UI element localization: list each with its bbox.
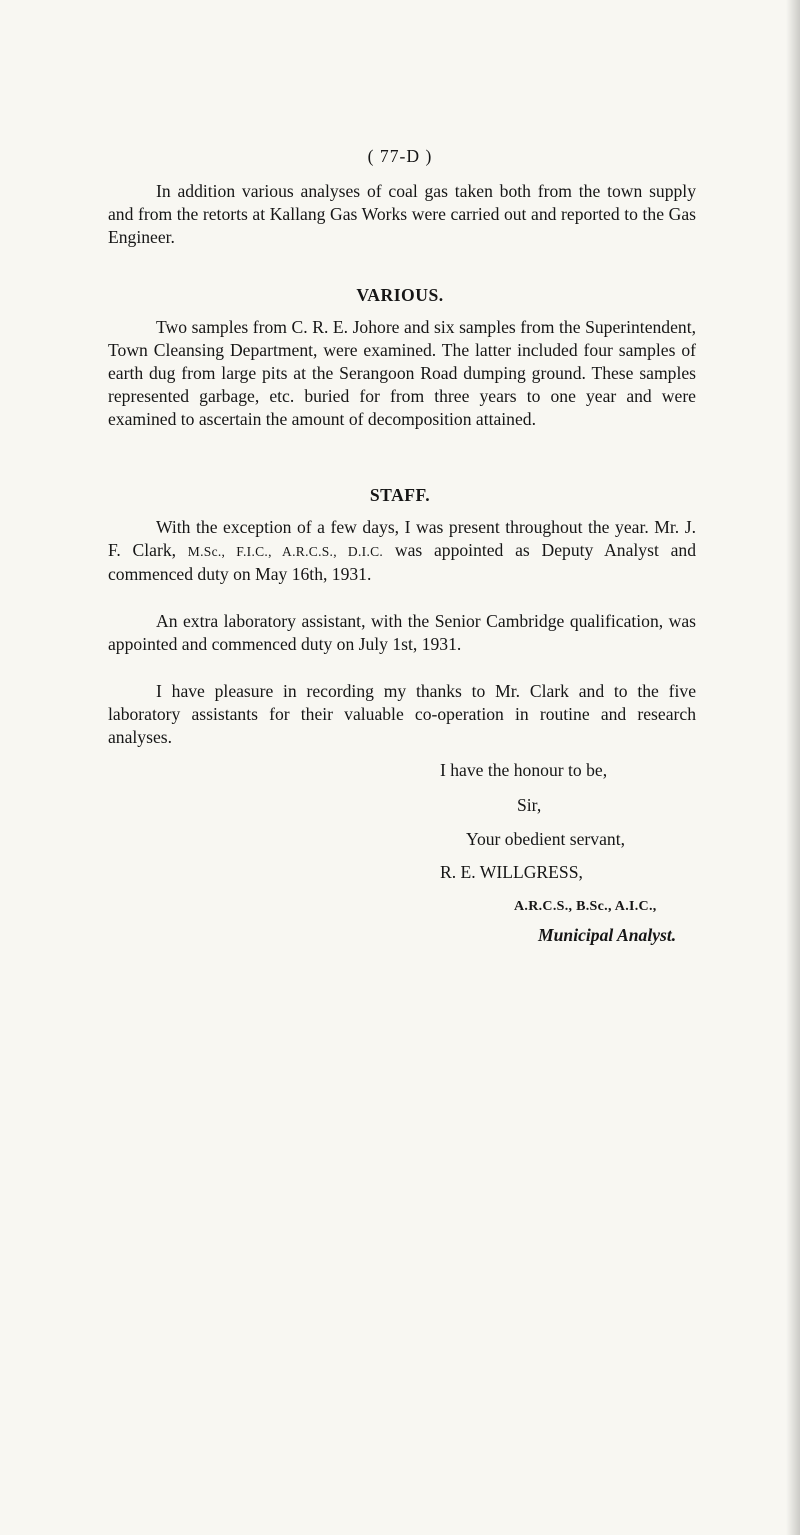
closing-line-1: I have the honour to be,	[440, 760, 608, 780]
staff-paragraph-1	[108, 516, 696, 586]
signatory-title: Municipal Analyst.	[538, 925, 677, 945]
staff-paragraph-3: I have pleasure in recording my thanks to Mr. Clark and to the five laboratory assistants for their valuable co-operation in routine and research analyses.	[108, 681, 696, 747]
deputy-degrees: M.Sc., F.I.C., A.R.C.S., D.I.C.	[187, 544, 384, 559]
staff-paragraph-2: An extra laboratory assistant, with the Senior Cambridge qualification, was appointed and commenced duty on July 1st, 1931.	[108, 611, 696, 654]
section-heading-staff: STAFF.	[369, 485, 431, 505]
intro-paragraph: In addition various analyses of coal gas taken both from the town supply and from the retorts at Kallang Gas Works were carried out and reported to the Gas Engineer.	[108, 181, 696, 247]
staff-paragraph-1-text-b: was appointed as Deputy Analyst and commenced duty on May 16th, 1931.	[108, 540, 696, 584]
closing-salutation: Sir,	[517, 795, 542, 815]
staff-paragraph-1-text-a: With the exception of a few days, I was present throughout the year. Mr. J. F. Clark,	[108, 517, 696, 560]
closing-line-3: Your obedient servant,	[466, 829, 625, 849]
page-edge-shadow	[786, 0, 800, 1535]
page-number: ( 77-D )	[367, 146, 433, 166]
section-heading-various: VARIOUS.	[356, 285, 444, 305]
signatory-qualifications: A.R.C.S., B.Sc., A.I.C.,	[514, 899, 657, 914]
various-paragraph: Two samples from C. R. E. Johore and six samples from the Superintendent, Town Cleansing Department, were examined. The latter included four samples of earth dug from large pits at the Serangoon Road dumping ground. These samples represented garbage, etc. buried for from three years to one year and were examined to ascertain the amount of decomposition attained.	[108, 317, 696, 429]
signatory-name: R. E. WILLGRESS,	[440, 862, 583, 882]
